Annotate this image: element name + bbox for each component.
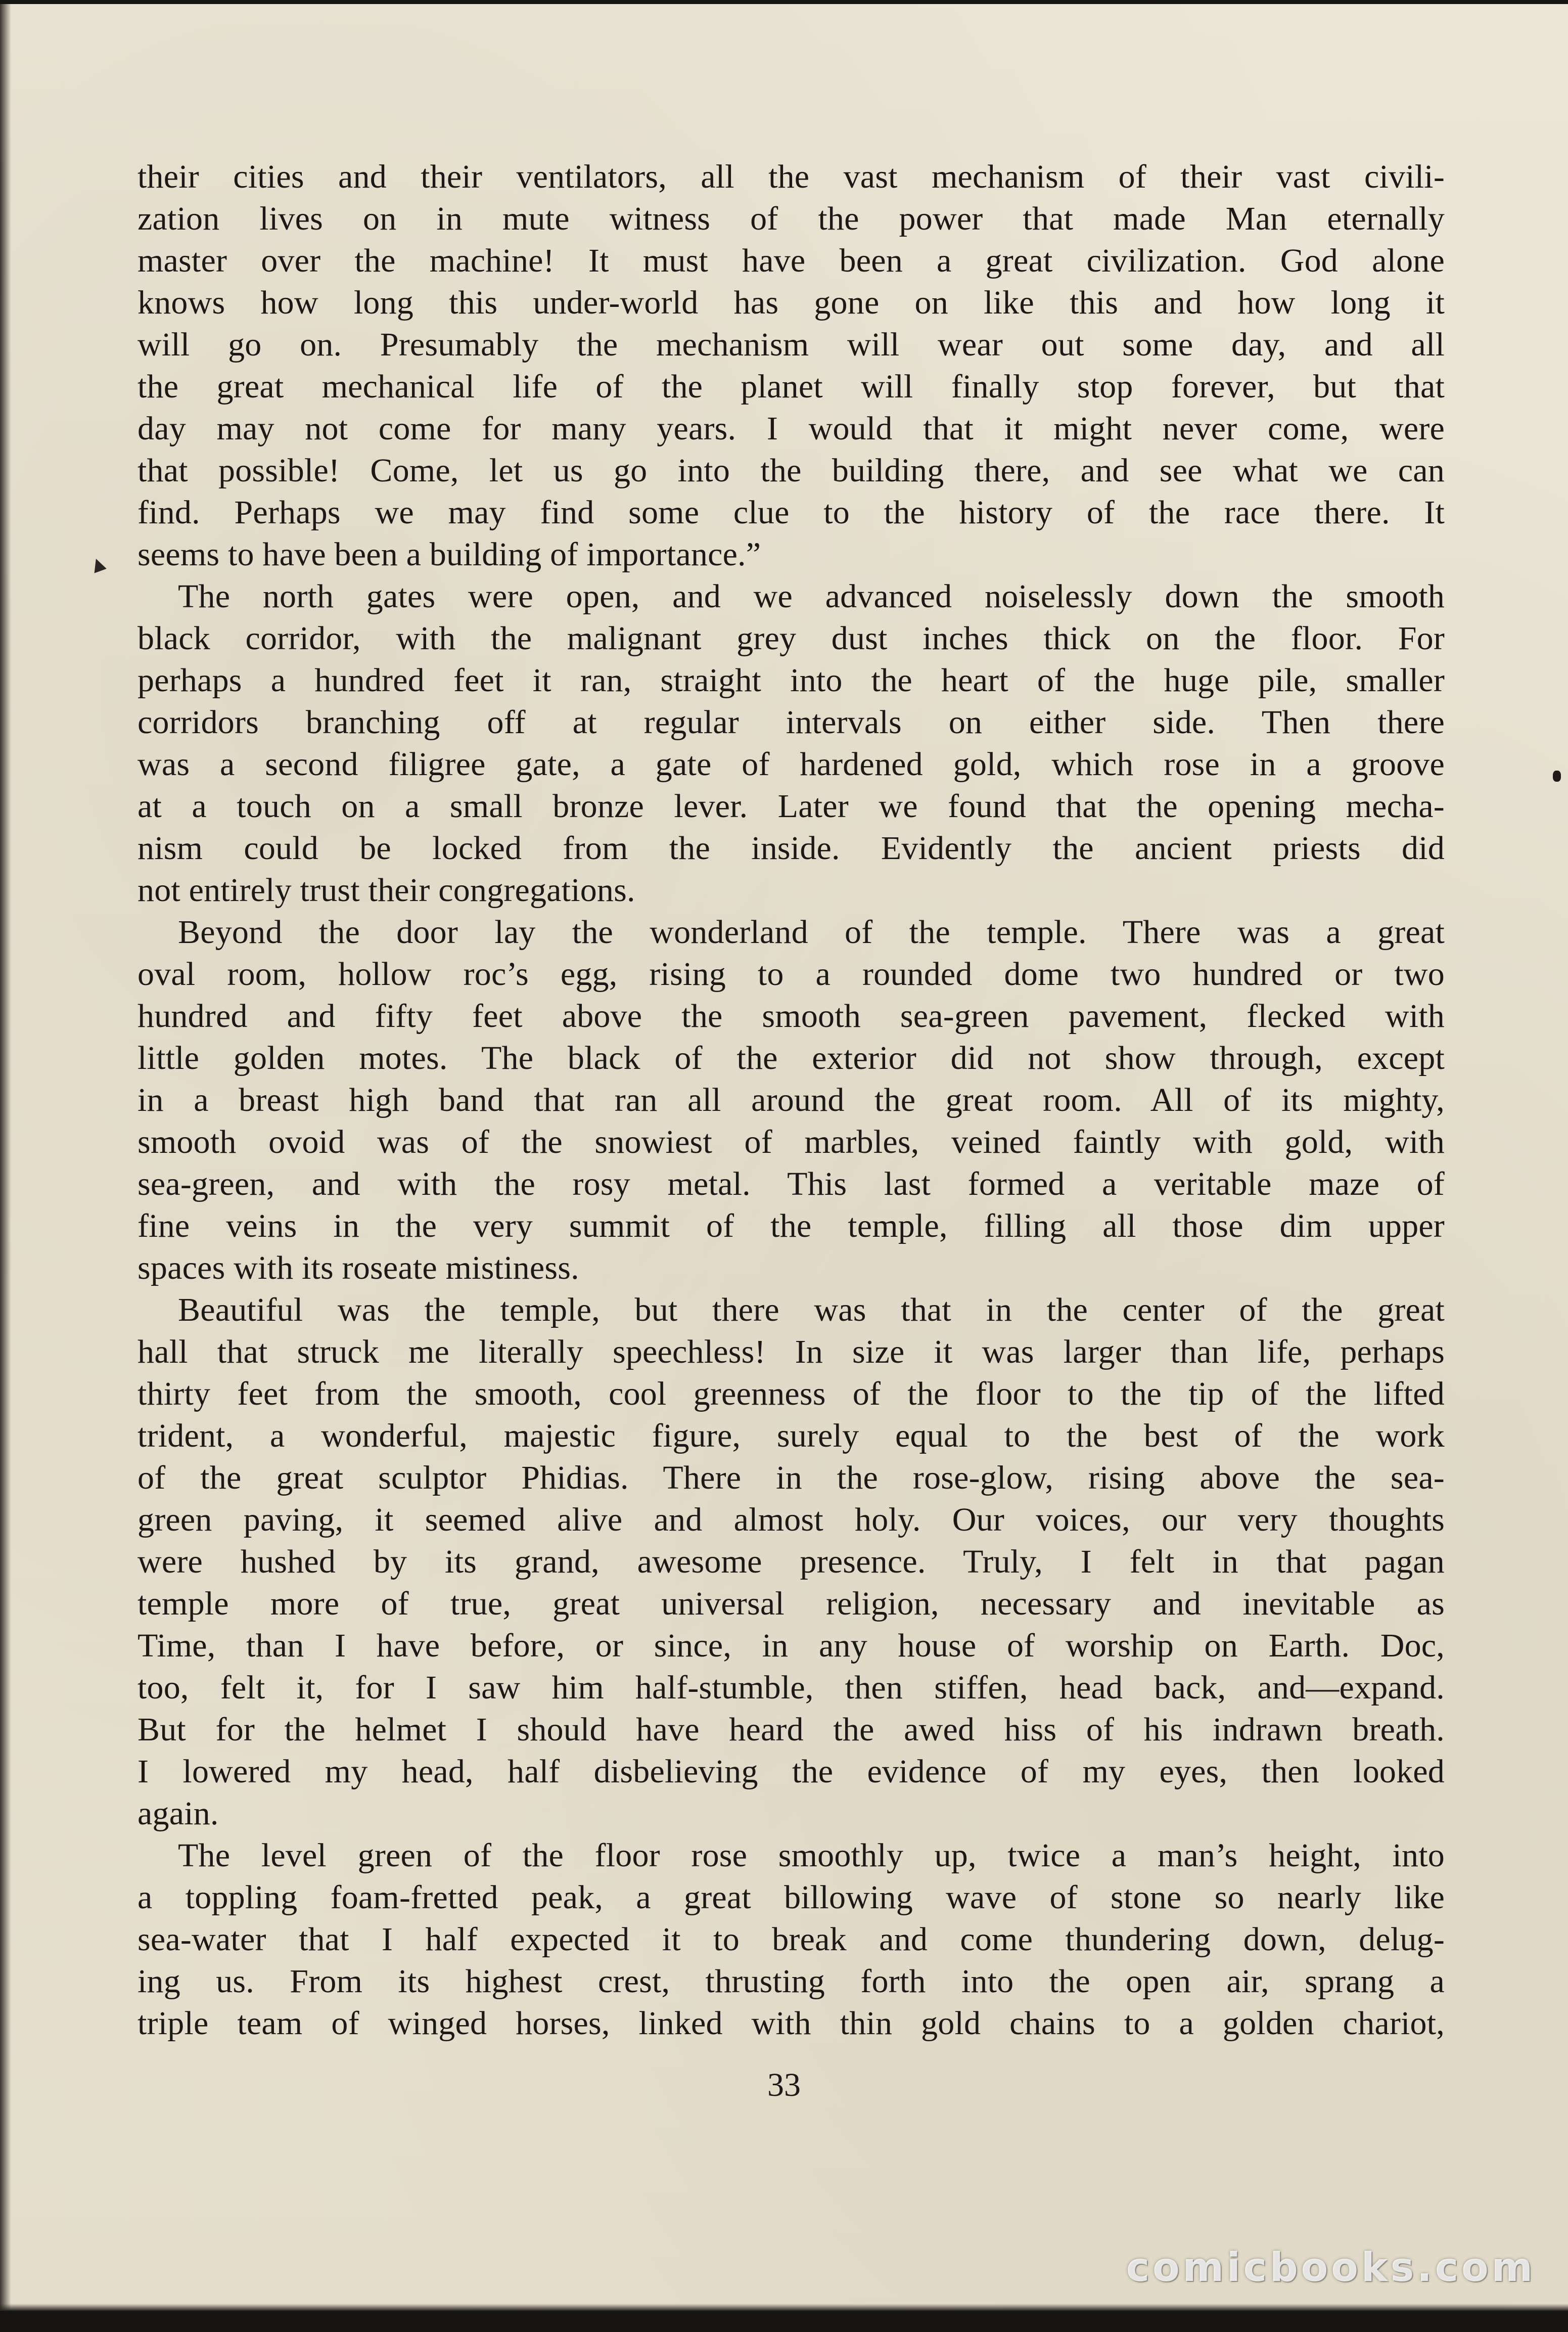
text-line: The level green of the floor rose smoothly up, twice a man’s height, into <box>178 1837 1445 1874</box>
book-page <box>0 4 1568 2311</box>
text-line: perhaps a hundred feet it ran, straight into the heart of the huge pile, smaller <box>137 662 1445 699</box>
text-line: nism could be locked from the inside. Evidently the ancient priests did <box>137 830 1445 867</box>
text-line: Beyond the door lay the wonderland of the temple. There was a great <box>178 914 1445 951</box>
text-line: ing us. From its highest crest, thrusting forth into the open air, sprang a <box>137 1963 1445 2000</box>
text-line: that possible! Come, let us go into the building there, and see what we can <box>137 452 1445 489</box>
text-line: again. <box>137 1795 219 1832</box>
page-number: 33 <box>767 2067 801 2103</box>
text-line: hall that struck me literally speechless! In size it was larger than life, perhaps <box>137 1333 1445 1370</box>
text-line: find. Perhaps we may find some clue to the history of the race there. It <box>137 494 1445 531</box>
text-line: I lowered my head, half disbelieving the evidence of my eyes, then looked <box>137 1753 1445 1790</box>
text-line: Time, than I have before, or since, in any house of worship on Earth. Doc, <box>137 1627 1445 1664</box>
text-line: of the great sculptor Phidias. There in the rose-glow, rising above the sea- <box>137 1459 1445 1496</box>
text-line: the great mechanical life of the planet will finally stop forever, but that <box>137 368 1445 405</box>
text-line: seems to have been a building of importance.” <box>137 536 761 573</box>
text-line: hundred and fifty feet above the smooth sea-green pavement, flecked with <box>137 998 1445 1035</box>
text-line: a toppling foam-fretted peak, a great billowing wave of stone so nearly like <box>137 1879 1445 1916</box>
text-line: thirty feet from the smooth, cool greenness of the floor to the tip of the lifted <box>137 1375 1445 1412</box>
text-line: temple more of true, great universal religion, necessary and inevitable as <box>137 1585 1445 1622</box>
text-line: But for the helmet I should have heard the awed hiss of his indrawn breath. <box>137 1711 1445 1748</box>
text-line: at a touch on a small bronze lever. Later we found that the opening mecha- <box>137 788 1445 825</box>
text-line: spaces with its roseate mistiness. <box>137 1249 579 1286</box>
watermark-logo: comicbooks.com <box>1126 2245 1536 2291</box>
text-line: oval room, hollow roc’s egg, rising to a rounded dome two hundred or two <box>137 956 1445 993</box>
text-line: little golden motes. The black of the exterior did not show through, except <box>137 1040 1445 1077</box>
text-line: green paving, it seemed alive and almost holy. Our voices, our very thoughts <box>137 1501 1445 1538</box>
text-line: zation lives on in mute witness of the power that made Man eternally <box>137 200 1445 237</box>
page-bottom-edge-shadow <box>0 2304 1568 2311</box>
text-line: triple team of winged horses, linked with thin gold chains to a golden chariot, <box>137 2005 1445 2042</box>
text-line: master over the machine! It must have been a great civilization. God alone <box>137 242 1445 279</box>
margin-arrow-mark: ▲ <box>83 549 113 579</box>
text-line: knows how long this under-world has gone on like this and how long it <box>137 284 1445 321</box>
text-line: was a second filigree gate, a gate of hardened gold, which rose in a groove <box>137 746 1445 783</box>
text-line: smooth ovoid was of the snowiest of marbles, veined faintly with gold, with <box>137 1124 1445 1160</box>
text-line: day may not come for many years. I would that it might never come, were <box>137 410 1445 447</box>
text-line: not entirely trust their congregations. <box>137 872 635 909</box>
text-line: sea-water that I half expected it to break and come thundering down, delug- <box>137 1921 1445 1958</box>
text-line: will go on. Presumably the mechanism will wear out some day, and all <box>137 326 1445 363</box>
text-line: too, felt it, for I saw him half-stumble, then stiffen, head back, and—expand. <box>137 1669 1445 1706</box>
text-line: The north gates were open, and we advanced noiselessly down the smooth <box>178 578 1445 615</box>
text-line: were hushed by its grand, awesome presence. Truly, I felt in that pagan <box>137 1543 1445 1580</box>
margin-ink-dot <box>1553 771 1561 782</box>
page-left-edge-shadow <box>0 4 11 2311</box>
text-line: black corridor, with the malignant grey dust inches thick on the floor. For <box>137 620 1445 657</box>
text-line: corridors branching off at regular intervals on either side. Then there <box>137 704 1445 741</box>
body-text <box>137 156 1445 2044</box>
text-line: Beautiful was the temple, but there was that in the center of the great <box>178 1291 1445 1328</box>
text-line: fine veins in the very summit of the temple, filling all those dim upper <box>137 1207 1445 1244</box>
text-line: trident, a wonderful, majestic figure, surely equal to the best of the work <box>137 1417 1445 1454</box>
text-line: in a breast high band that ran all around the great room. All of its mighty, <box>137 1082 1445 1118</box>
text-line: their cities and their ventilators, all the vast mechanism of their vast civili- <box>137 158 1445 195</box>
text-line: sea-green, and with the rosy metal. This last formed a veritable maze of <box>137 1165 1445 1202</box>
